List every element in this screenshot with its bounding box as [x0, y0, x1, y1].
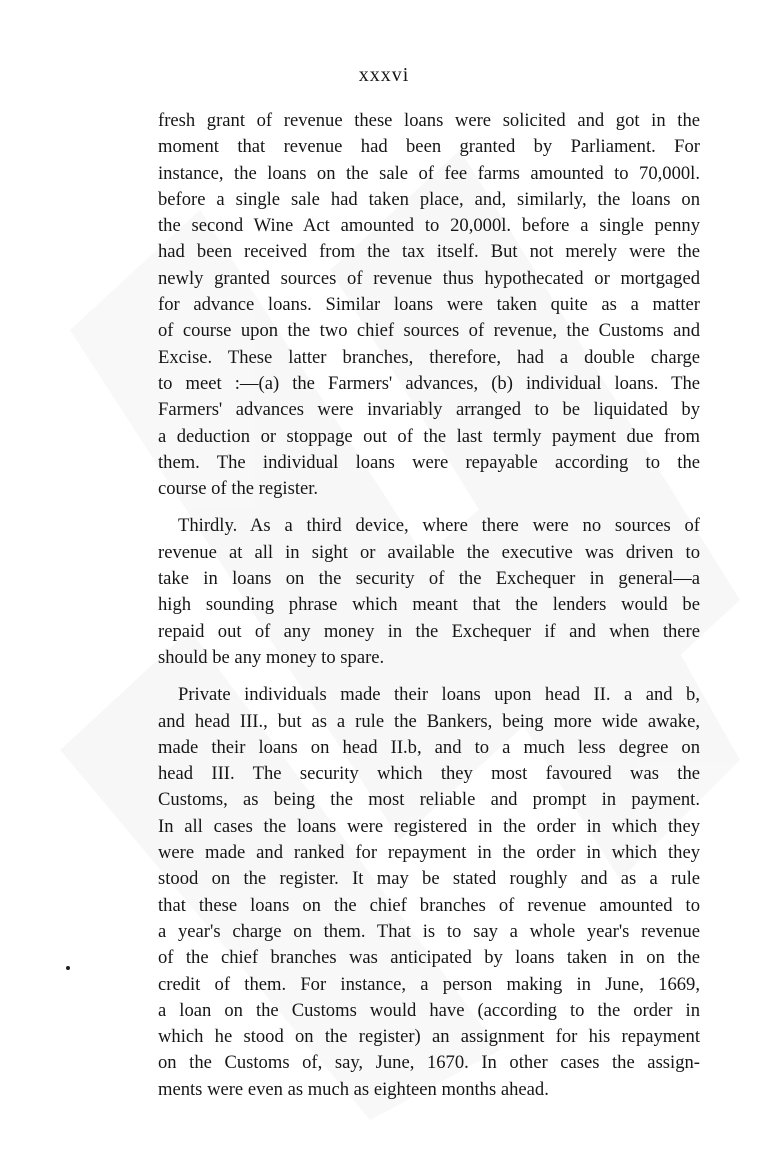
text-line: revenue at all in sight or available the executive was driven to: [158, 541, 700, 563]
text-line: In all cases the loans were registered in the order in which they: [158, 815, 700, 837]
body-text: [158, 108, 700, 1103]
text-line: that these loans on the chief branches of revenue amounted to: [158, 894, 700, 916]
text-line: were made and ranked for repayment in the order in which they: [158, 842, 700, 864]
text-line: Farmers' advances were invariably arranged to be liquidated by: [158, 399, 700, 421]
text-line: credit of them. For instance, a person making in June, 1669,: [158, 973, 700, 995]
text-line: made their loans on head II.b, and to a much less degree on: [158, 736, 700, 758]
text-line: Private individuals made their loans upon head II. a and b,: [178, 684, 700, 706]
text-line: take in loans on the security of the Exchequer in general—a: [158, 568, 700, 590]
text-line: a year's charge on them. That is to say a whole year's revenue: [158, 920, 700, 942]
text-line: fresh grant of revenue these loans were solicited and got in the: [158, 110, 700, 131]
text-line: on the Customs of, say, June, 1670. In other cases the assign-: [158, 1052, 700, 1074]
text-line: repaid out of any money in the Exchequer if and when there: [158, 620, 700, 642]
text-line: Excise. These latter branches, therefore, had a double charge: [158, 346, 700, 368]
text-line: to meet :—(a) the Farmers' advances, (b) individual loans. The: [158, 372, 700, 394]
paragraph: [158, 513, 700, 671]
text-line: before a single sale had taken place, and, similarly, the loans on: [158, 188, 700, 210]
page-number: xxxvi: [358, 64, 410, 86]
text-line: Customs, as being the most reliable and prompt in payment.: [158, 789, 700, 811]
text-line: the second Wine Act amounted to 20,000l. before a single penny: [158, 215, 700, 237]
text-line: a deduction or stoppage out of the last termly payment due from: [158, 425, 700, 447]
ink-dot: [66, 966, 70, 970]
text-line: should be any money to spare.: [158, 646, 385, 668]
text-line: moment that revenue had been granted by Parliament. For: [158, 136, 700, 158]
text-line: which he stood on the register) an assignment for his repayment: [158, 1026, 700, 1048]
text-line: had been received from the tax itself. But not merely were the: [158, 241, 700, 263]
text-line: a loan on the Customs would have (according to the order in: [158, 999, 700, 1021]
text-line: them. The individual loans were repayable according to the: [158, 451, 700, 473]
text-line: of the chief branches was anticipated by loans taken in on the: [158, 947, 700, 969]
paragraph: [158, 108, 700, 502]
text-line: of course upon the two chief sources of revenue, the Customs and: [158, 320, 700, 342]
text-line: head III. The security which they most favoured was the: [158, 763, 700, 785]
text-line: and head III., but as a rule the Bankers, being more wide awake,: [158, 710, 700, 732]
text-line: ments were even as much as eighteen months ahead.: [158, 1078, 549, 1100]
paragraph: [158, 682, 700, 1103]
text-line: stood on the register. It may be stated roughly and as a rule: [158, 868, 700, 890]
text-line: Thirdly. As a third device, where there were no sources of: [178, 515, 700, 537]
text-line: high sounding phrase which meant that the lenders would be: [158, 594, 700, 616]
text-line: course of the register.: [158, 478, 319, 500]
text-line: instance, the loans on the sale of fee farms amounted to 70,000l.: [158, 162, 700, 184]
text-line: for advance loans. Similar loans were taken quite as a matter: [158, 294, 700, 316]
text-line: newly granted sources of revenue thus hypothecated or mortgaged: [158, 267, 700, 289]
